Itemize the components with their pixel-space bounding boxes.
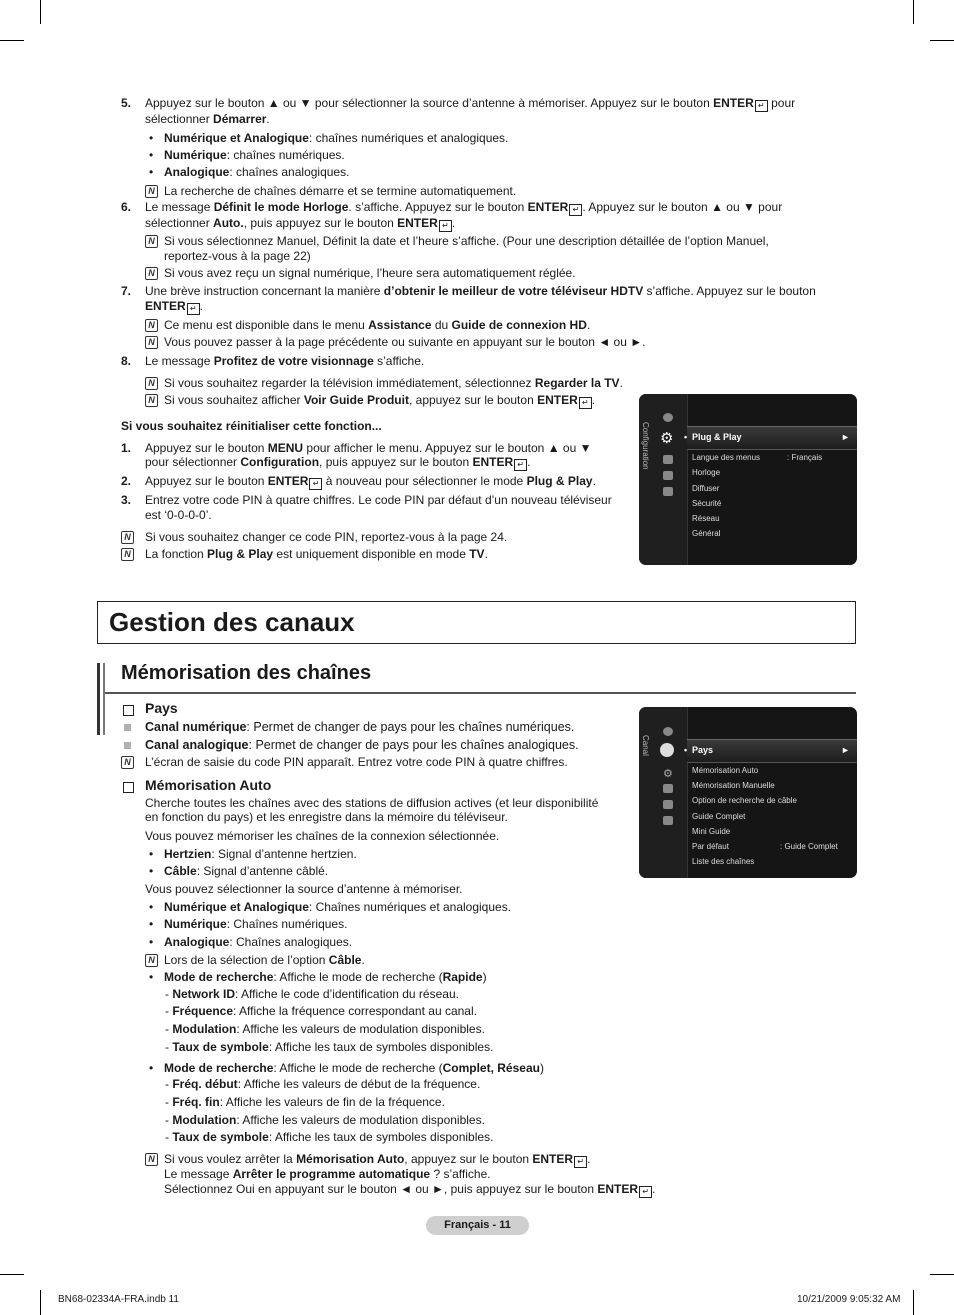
note-icon: N — [145, 336, 158, 349]
satellite-icon — [660, 743, 674, 757]
menu-item[interactable]: Sécurité — [692, 499, 722, 508]
bullet-dot: • — [149, 900, 154, 914]
tv-menu-configuration: Configuration ⚙ • Plug & Play ► Langue des menus : Français Horloge Diffuser Sécurité Réseau Général — [639, 394, 857, 565]
note-text: L’écran de saisie du code PIN apparaît. Entrez votre code PIN à quatre chiffres. — [145, 755, 568, 769]
list-item: Numérique et Analogique: chaînes numériques et analogiques. — [164, 131, 509, 145]
sub-item: - Modulation: Affiche les valeurs de modulation disponibles. — [165, 1113, 485, 1127]
menu-item-value: : Français — [787, 453, 823, 462]
sub-item: - Taux de symbole: Affiche les taux de symboles disponibles. — [165, 1040, 494, 1054]
enter-icon: ↵ — [639, 1186, 652, 1198]
crop-mark — [0, 1274, 24, 1275]
step-number: 2. — [121, 474, 132, 488]
application-icon — [663, 800, 673, 809]
menu-side-label: Canal — [641, 735, 650, 756]
list-item: Canal numérique: Permet de changer de pays pour les chaînes numériques. — [145, 720, 575, 734]
step-number: 1. — [121, 441, 132, 455]
enter-icon: ↵ — [439, 220, 452, 232]
paragraph: Vous pouvez sélectionner la source d’antenne à mémoriser. — [145, 882, 463, 896]
note-text: Si vous souhaitez changer ce code PIN, reportez-vous à la page 24. — [145, 530, 508, 544]
footer-file: BN68-02334A-FRA.indb 11 — [58, 1294, 179, 1305]
step-number: 8. — [121, 354, 132, 368]
list-item: Câble: Signal d’antenne câblé. — [164, 864, 329, 878]
enter-icon: ↵ — [309, 478, 322, 490]
enter-icon: ↵ — [574, 1156, 587, 1168]
sub-item: - Fréq. fin: Affiche les valeurs de fin de la fréquence. — [165, 1095, 445, 1109]
support-icon — [663, 816, 673, 825]
crop-mark — [40, 0, 41, 24]
tv-menu-canal: Canal ⚙ • Pays ► Mémorisation Auto Mémorisation Manuelle Option de recherche de câble Guide Complet Mini Guide Par défaut : Guide Complet Liste des chaînes — [639, 707, 857, 878]
subsection-bar — [97, 663, 100, 735]
note-icon: N — [121, 548, 134, 561]
note-text: Le message Arrêter le programme automatique ? s’affiche. — [164, 1167, 491, 1181]
step-text: sélectionner Démarrer. — [145, 112, 270, 126]
paragraph: Vous pouvez mémoriser les chaînes de la connexion sélectionnée. — [145, 829, 500, 843]
menu-item[interactable]: Guide Complet — [692, 812, 746, 821]
note-icon: N — [145, 235, 158, 248]
item-title: Pays — [145, 700, 178, 716]
list-item: Analogique: Chaînes analogiques. — [164, 935, 353, 949]
list-item: Analogique: chaînes analogiques. — [164, 165, 350, 179]
step-text: Appuyez sur le bouton ▲ ou ▼ pour sélectionner la source d’antenne à mémoriser. Appuyez sur le bouton ENTER ↵ pour — [145, 96, 796, 110]
enter-icon: ↵ — [569, 204, 582, 216]
list-item: Mode de recherche: Affiche le mode de recherche (Rapide) — [164, 970, 487, 984]
crop-mark — [913, 1290, 914, 1315]
bullet-dot: • — [149, 970, 154, 984]
menu-item[interactable]: Par défaut — [692, 842, 729, 851]
enter-icon: ↵ — [187, 303, 200, 315]
list-item: Numérique: chaînes numériques. — [164, 148, 345, 162]
note-icon: N — [145, 319, 158, 332]
enter-icon: ↵ — [579, 397, 592, 409]
menu-item[interactable]: Mini Guide — [692, 827, 731, 836]
bullet-dot: • — [149, 131, 154, 145]
menu-item[interactable]: Diffuser — [692, 484, 720, 493]
note-icon: N — [145, 1153, 158, 1166]
note-text: Si vous voulez arrêter la Mémorisation Auto, appuyez sur le bouton ENTER ↵ . — [164, 1152, 591, 1166]
sub-item: - Fréq. début: Affiche les valeurs de début de la fréquence. — [165, 1077, 481, 1091]
section-title: Gestion des canaux — [109, 607, 355, 637]
input-icon — [663, 784, 673, 793]
gear-icon: ⚙ — [663, 768, 673, 780]
bullet-dot: • — [149, 148, 154, 162]
right-arrow-icon: ► — [841, 432, 850, 442]
note-text: Lors de la sélection de l’option Câble. — [164, 953, 365, 967]
menu-selected-label: Pays — [692, 745, 714, 755]
crop-mark — [0, 40, 24, 41]
note-text: La fonction Plug & Play est uniquement disponible en mode TV. — [145, 547, 488, 561]
step-text: est ‘0-0-0-0’. — [145, 508, 212, 522]
checkbox-square — [123, 705, 134, 716]
subsection-bar — [103, 663, 105, 735]
footer-datetime: 10/21/2009 9:05:32 AM — [797, 1294, 901, 1305]
menu-item[interactable]: Langue des menus — [692, 453, 761, 462]
menu-item[interactable]: Liste des chaînes — [692, 857, 755, 866]
bullet-dot: • — [149, 917, 154, 931]
menu-side-label: Configuration — [641, 422, 650, 470]
list-item: Numérique et Analogique: Chaînes numériques et analogiques. — [164, 900, 512, 914]
note-text: Sélectionnez Oui en appuyant sur le bouton ◄ ou ►, puis appuyez sur le bouton ENTER ↵ . — [164, 1182, 656, 1196]
note-icon: N — [145, 954, 158, 967]
step-text: Le message Définit le mode Horloge. s’affiche. Appuyez sur le bouton ENTER ↵ . Appuyez sur le bouton ▲ ou ▼ pour — [145, 200, 783, 214]
note-text: Vous pouvez passer à la page précédente ou suivante en appuyant sur le bouton ◄ ou ►. — [164, 335, 646, 349]
support-icon — [663, 487, 673, 496]
note-icon: N — [145, 394, 158, 407]
menu-item-value: : Guide Complet — [780, 842, 838, 851]
menu-item[interactable]: Horloge — [692, 468, 721, 477]
note-icon: N — [145, 267, 158, 280]
enter-icon: ↵ — [755, 100, 768, 112]
note-icon: N — [121, 531, 134, 544]
subsection-rule — [105, 692, 856, 694]
picture-icon — [663, 413, 673, 422]
list-item: Canal analogique: Permet de changer de pays pour les chaînes analogiques. — [145, 738, 579, 752]
step-text: Entrez votre code PIN à quatre chiffres. Le code PIN par défaut d’un nouveau téléviseur — [145, 493, 612, 507]
reset-heading: Si vous souhaitez réinitialiser cette fonction... — [121, 419, 382, 433]
step-text: Appuyez sur le bouton MENU pour afficher le menu. Appuyez sur le bouton ▲ ou ▼ — [145, 441, 592, 455]
item-title: Mémorisation Auto — [145, 777, 272, 793]
gear-icon: ⚙ — [660, 430, 674, 447]
menu-item[interactable]: Mémorisation Auto — [692, 766, 759, 775]
gray-square — [124, 724, 131, 731]
step-number: 6. — [121, 200, 132, 214]
bullet-dot: • — [149, 1061, 154, 1075]
bullet-dot: • — [149, 165, 154, 179]
paragraph: en fonction du pays) et les enregistre dans la mémoire du téléviseur. — [145, 810, 508, 824]
input-icon — [663, 455, 673, 464]
step-text: sélectionner Auto., puis appuyez sur le bouton ENTER ↵ . — [145, 216, 456, 230]
crop-mark — [40, 1290, 41, 1315]
bullet-dot: • — [149, 864, 154, 878]
list-item: Numérique: Chaînes numériques. — [164, 917, 348, 931]
bullet-dot: • — [149, 935, 154, 949]
note-text: Si vous avez reçu un signal numérique, l’heure sera automatiquement réglée. — [164, 266, 576, 280]
note-icon: N — [121, 756, 134, 769]
note-icon: N — [145, 377, 158, 390]
note-icon: N — [145, 185, 158, 198]
menu-selected-label: Plug & Play — [692, 432, 742, 442]
crop-mark — [913, 0, 914, 24]
crop-mark — [930, 40, 954, 41]
menu-item[interactable]: Général — [692, 529, 721, 538]
picture-icon — [663, 727, 673, 736]
checkbox-square — [123, 782, 134, 793]
step-text: ENTER ↵ . — [145, 299, 204, 313]
sub-item: - Network ID: Affiche le code d’identification du réseau. — [165, 987, 459, 1001]
step-text: pour sélectionner Configuration, puis appuyez sur le bouton ENTER ↵ . — [145, 455, 531, 469]
enter-icon: ↵ — [514, 459, 527, 471]
application-icon — [663, 471, 673, 480]
note-text: Ce menu est disponible dans le menu Assistance du Guide de connexion HD. — [164, 318, 591, 332]
note-text: Si vous souhaitez regarder la télévision immédiatement, sélectionnez Regarder la TV. — [164, 376, 623, 390]
section-title-box — [97, 601, 856, 644]
subsection-title: Mémorisation des chaînes — [121, 662, 372, 684]
list-item: Mode de recherche: Affiche le mode de recherche (Complet, Réseau) — [164, 1061, 544, 1075]
menu-item[interactable]: Réseau — [692, 514, 720, 523]
gray-square — [124, 742, 131, 749]
step-number: 3. — [121, 493, 132, 507]
note-text: La recherche de chaînes démarre et se termine automatiquement. — [164, 184, 517, 198]
list-item: Hertzien: Signal d’antenne hertzien. — [164, 847, 357, 861]
note-text: reportez-vous à la page 22) — [164, 249, 311, 263]
menu-item[interactable]: Option de recherche de câble — [692, 796, 797, 805]
sub-item: - Taux de symbole: Affiche les taux de symboles disponibles. — [165, 1130, 494, 1144]
step-number: 7. — [121, 284, 132, 298]
crop-mark — [930, 1274, 954, 1275]
sub-item: - Fréquence: Affiche la fréquence correspondant au canal. — [165, 1004, 477, 1018]
sub-item: - Modulation: Affiche les valeurs de modulation disponibles. — [165, 1022, 485, 1036]
menu-item[interactable]: Mémorisation Manuelle — [692, 781, 775, 790]
note-text: Si vous souhaitez afficher Voir Guide Produit, appuyez sur le bouton ENTER ↵ . — [164, 393, 596, 407]
page-number-badge: Français - 11 — [426, 1216, 529, 1235]
step-text: Le message Profitez de votre visionnage s’affiche. — [145, 354, 425, 368]
right-arrow-icon: ► — [841, 745, 850, 755]
step-text: Appuyez sur le bouton ENTER ↵ à nouveau pour sélectionner le mode Plug & Play. — [145, 474, 596, 488]
paragraph: Cherche toutes les chaînes avec des stations de diffusion actives (et leur disponibilité — [145, 796, 599, 810]
note-text: Si vous sélectionnez Manuel, Définit la date et l’heure s’affiche. (Pour une description détaillée de l’option Manuel, — [164, 234, 769, 248]
bullet-dot: • — [149, 847, 154, 861]
step-text: Une brève instruction concernant la manière d’obtenir le meilleur de votre téléviseur HDTV s’affiche. Appuyez sur le bouton — [145, 284, 816, 298]
step-number: 5. — [121, 96, 132, 110]
